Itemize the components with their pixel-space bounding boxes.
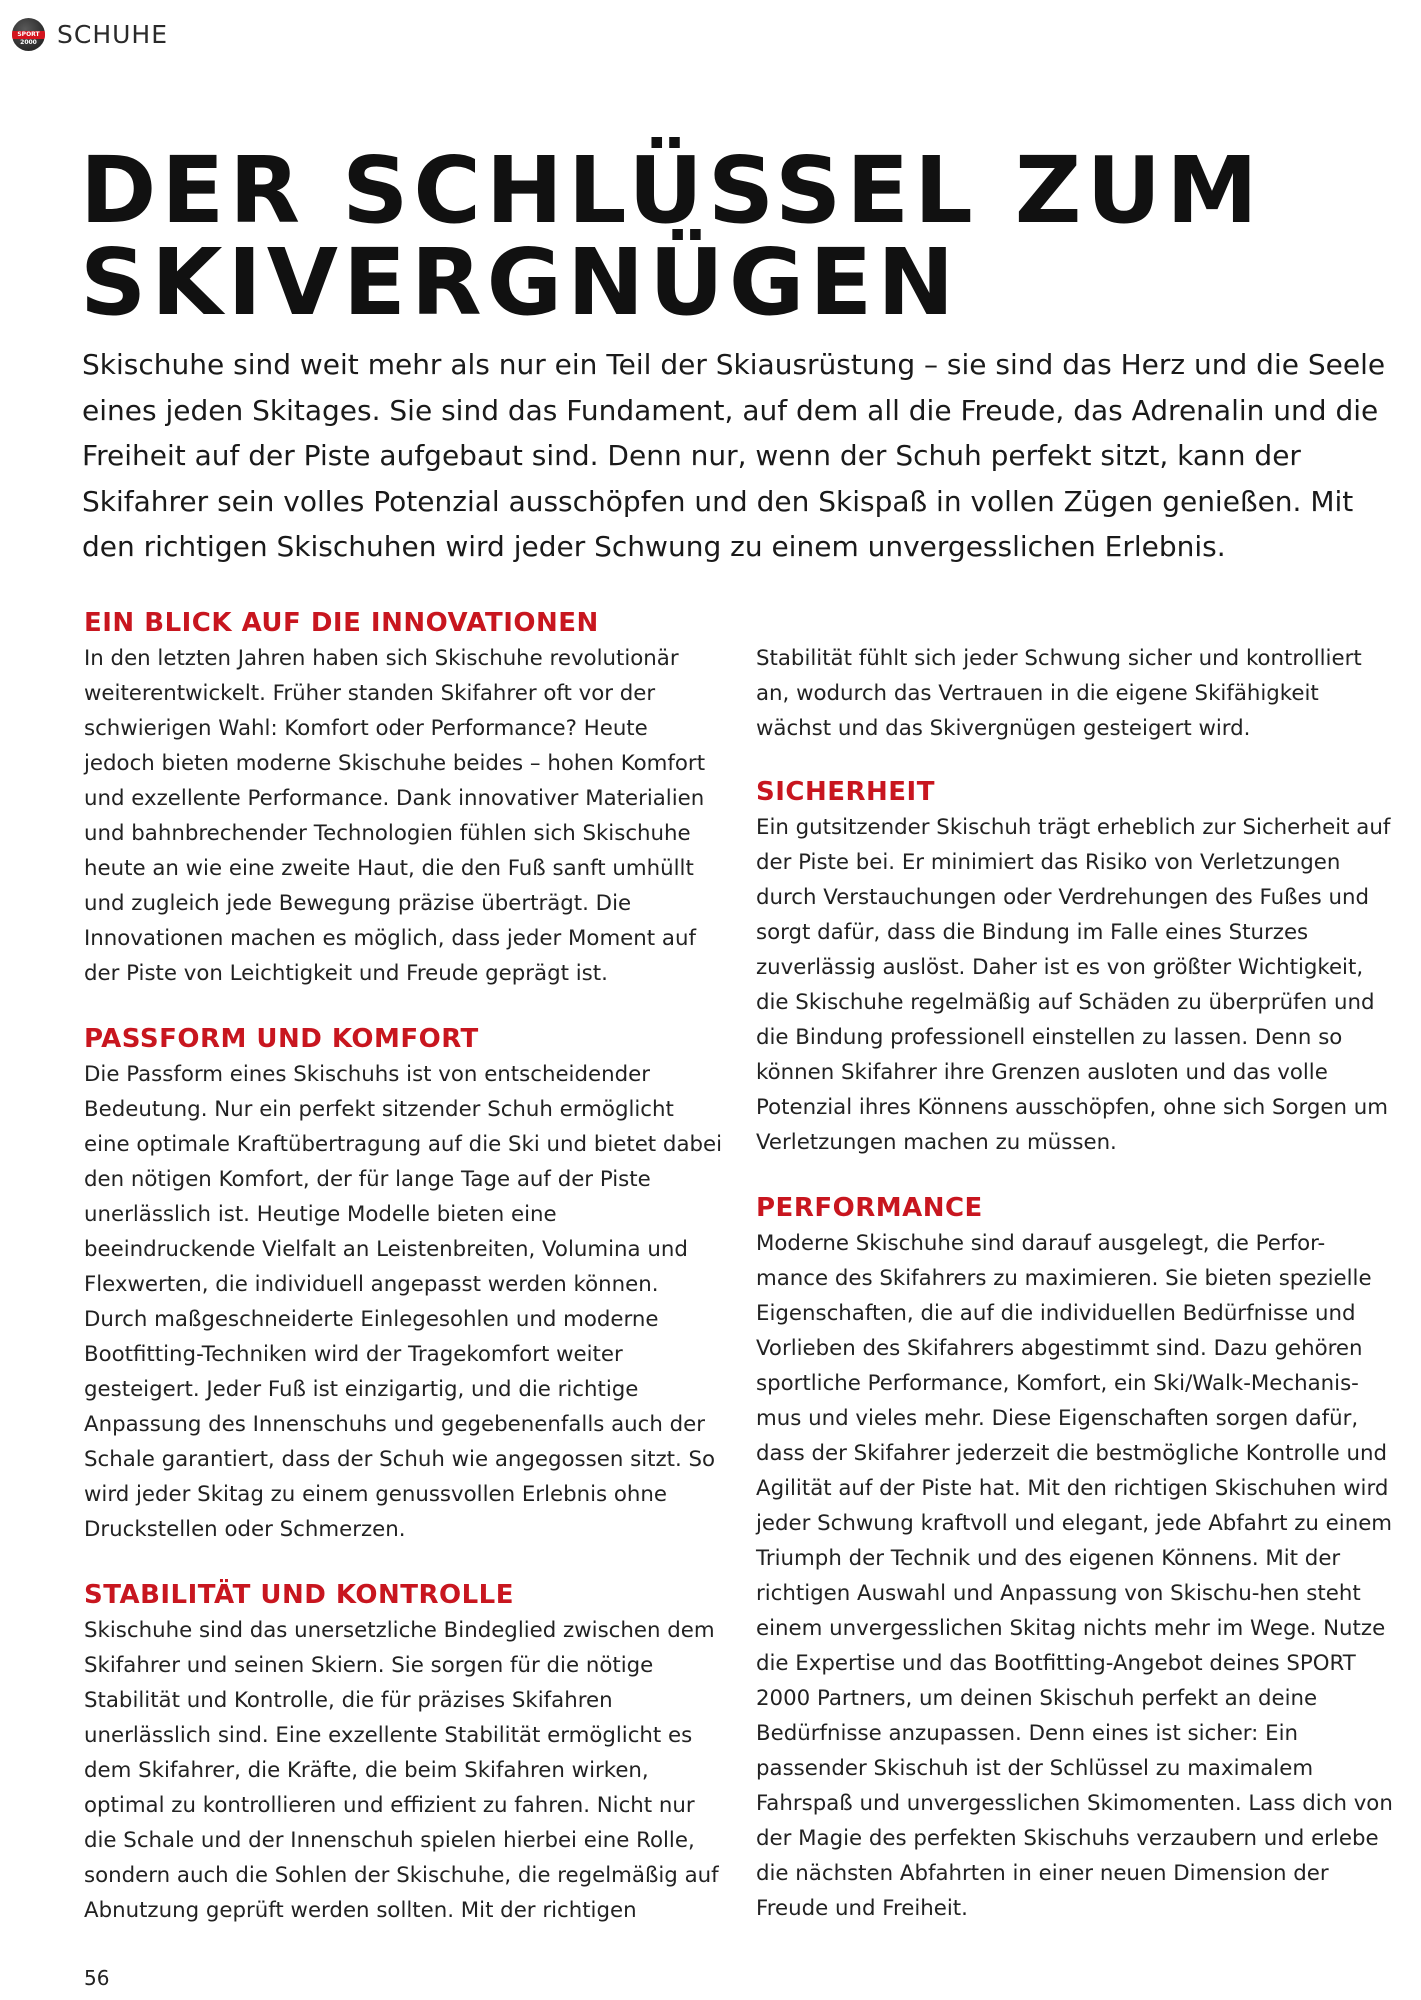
text-innovationen: In den letzten Jahren haben sich Skischuhe revolutionär weiterentwickelt. Früher standen Skifahrer oft vor der schwierigen Wahl: Komfort oder Performance? Heute jedoch bieten moderne Skischuhe beides – hohen Komfort und exzellente Performance. Dank innovativer Materialien und bahnbrechender Technologien fühlen sich Skischuhe heute an wie eine zweite Haut, die den Fuß sanft umhüllt und zugleich jede Bewegung präzise überträgt. Die Innovationen machen es möglich, dass jeder Moment auf der Piste von Leichtigkeit und Freude geprägt ist. [84, 646, 706, 986]
text-performance: Moderne Skischuhe sind darauf ausgelegt, die Perfor-mance des Skifahrers zu maximieren. Sie bieten spezielle Eigenschaften, die auf die individuellen Bedürfnisse und Vorlieben des Skifahrers abgestimmt sind. Dazu gehören sportliche Performance, Komfort, ein Ski/Walk-Mechanis-mus und vieles mehr. Diese Eigenschaften sorgen dafür, dass der Skifahrer jederzeit die bestmögliche Kontrolle und Agilität auf der Piste hat. Mit den richtigen Skischuhen wird jeder Schwung kraftvoll und elegant, jede Abfahrt zu einem Triumph der Technik und des eigenen Könnens. Mit der richtigen Auswahl und Anpassung von Skischu-hen steht einem unvergesslichen Skitag nichts mehr im Wege. Nutze die Expertise und das Bootfitting-Angebot deines SPORT 2000 Partners, um deinen Skischuh perfekt an deine Bedürfnisse anzupassen. Denn eines ist sicher: Ein passender Skischuh ist der Schlüssel zu maximalem Fahrspaß und unvergesslichen Skimomenten. Lass dich von der Magie des perfekten Skischuhs verzaubern und erlebe die nächsten Abfahrten in einer neuen Dimension der Freude und Freiheit. [756, 1231, 1393, 1921]
text-sicherheit: Ein gutsitzender Skischuh trägt erheblich zur Sicherheit auf der Piste bei. Er minimiert das Risiko von Verletzungen durch Verstauchungen oder Verdrehungen des Fußes und sorgt dafür, dass die Bindung im Falle eines Sturzes zuverlässig auslöst. Daher ist es von größter Wichtigkeit, die Skischuhe regelmäßig auf Schäden zu überprüfen und die Bindung professionell einstellen zu lassen. Denn so können Skifahrer ihre Grenzen ausloten und das volle Potenzial ihres Könnens ausschöpfen, ohne sich Sorgen um Verletzungen machen zu müssen. [756, 815, 1391, 1155]
page-header [12, 18, 168, 51]
title-line-1: DER SCHLÜSSEL ZUM [80, 137, 1263, 244]
page-number: 56 [84, 1966, 110, 1990]
heading-innovationen: EIN BLICK AUF DIE INNOVATIONEN [84, 608, 599, 638]
right-column [756, 605, 1396, 1926]
title-line-2: SKIVERGNÜGEN [80, 229, 960, 336]
sport2000-logo-icon [12, 18, 45, 51]
logo-text: SPORT 2000 [17, 31, 40, 46]
text-passform: Die Passform eines Skischuhs ist von entscheidender Bedeutung. Nur ein perfekt sitzender Schuh ermöglicht eine optimale Kraftübertragung auf die Ski und bietet dabei den nötigen Komfort, der für lange Tage auf der Piste unerlässlich ist. Heutige Modelle bieten eine beeindruckende Vielfalt an Leistenbreiten, Volumina und Flexwerten, die individuell angepasst werden können. Durch maßgeschneiderte Einlegesohlen und moderne Bootfitting-Techniken wird der Tragekomfort weiter gesteigert. Jeder Fuß ist einzigartig, und die richtige Anpassung des Innenschuhs und gegebenenfalls auch der Schale garantiert, dass der Schuh wie angegossen sitzt. So wird jeder Skitag zu einem genussvollen Erlebnis ohne Druckstellen oder Schmerzen. [84, 1062, 723, 1542]
text-stabilitaet-continuation: Stabilität fühlt sich jeder Schwung sicher und kontrolliert an, wodurch das Vertrauen in die eigene Skifähigkeit wächst und das Skivergnügen gesteigert wird. [756, 646, 1362, 741]
heading-sicherheit: SICHERHEIT [756, 777, 935, 807]
text-stabilitaet: Skischuhe sind das unersetzliche Bindeglied zwischen dem Skifahrer und seinen Skiern. Sie sorgen für die nötige Stabilität und Kontrolle, die für präzises Skifahren unerlässlich sind. Eine exzellente Stabilität ermöglicht es dem Skifahrer, die Kräfte, die beim Skifahren wirken, optimal zu kontrollieren und effizient zu fahren. Nicht nur die Schale und der Innenschuh spielen hierbei eine Rolle, sondern auch die Sohlen der Skischuhe, die regelmäßig auf Abnutzung geprüft werden sollten. Mit der richtigen [84, 1618, 719, 1923]
left-column [84, 605, 724, 1928]
heading-performance: PERFORMANCE [756, 1193, 983, 1223]
page-title [80, 137, 1263, 336]
intro-paragraph: Skischuhe sind weit mehr als nur ein Teil der Skiausrüstung – sie sind das Herz und die Seele eines jeden Skitages. Sie sind das Fundament, auf dem all die Freude, das Adrenalin und die Freiheit auf der Piste aufgebaut sind. Denn nur, wenn der Schuh perfekt sitzt, kann der Skifahrer sein volles Potenzial ausschöpfen und den Skispaß in vollen Zügen genießen. Mit den richtigen Skischuhen wird jeder Schwung zu einem unvergesslichen Erlebnis. [82, 348, 1386, 563]
heading-stabilitaet: STABILITÄT UND KONTROLLE [84, 1580, 515, 1610]
section-label: SCHUHE [57, 20, 169, 49]
heading-passform: PASSFORM UND KOMFORT [84, 1024, 479, 1054]
